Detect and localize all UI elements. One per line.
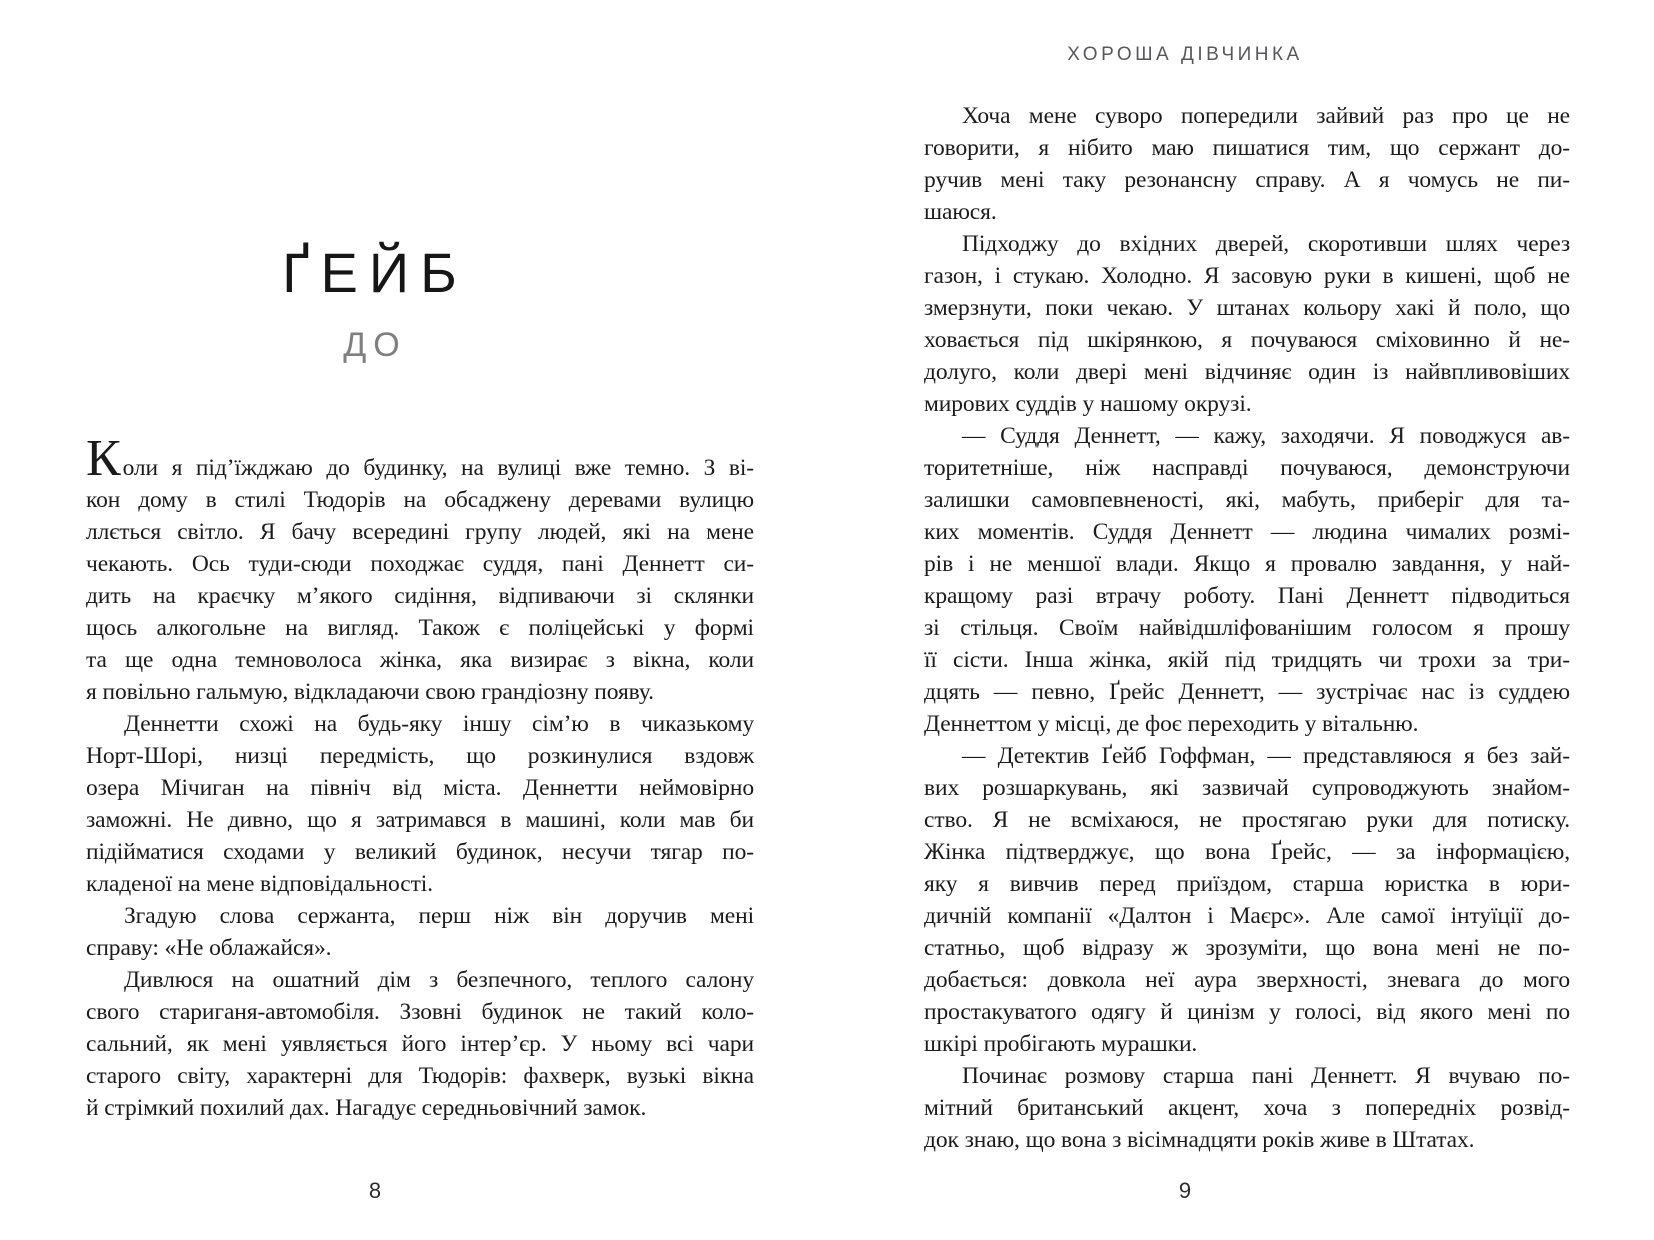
- text-line: ховається під шкірянкою, я почуваюся сміховинно й не-: [924, 327, 1570, 353]
- text-line: свого стариганя-автомобіля. Ззовні будинок не такий коло-: [86, 999, 754, 1025]
- text-line: кладеної на мене відповідальності.: [86, 871, 433, 897]
- text-line: Згадую слова сержанта, перш ніж він доручив мені: [124, 903, 754, 929]
- text-line: рів і не меншої влади. Якщо я провалю завдання, у най-: [924, 551, 1570, 577]
- left-page-body: [86, 430, 754, 1124]
- text-line: кон дому в стилі Тюдорів на обсаджену деревами вулицю: [86, 487, 754, 513]
- text-line: справу: «Не облажайся».: [86, 935, 332, 961]
- text-line: дцять — певно, Ґрейс Деннетт, — зустрічає нас із суддею: [924, 679, 1570, 705]
- page-number-right: 9: [1178, 1178, 1192, 1203]
- text-line: змерзнути, поки чекаю. У штанах кольору хакі й поло, що: [924, 295, 1570, 321]
- text-line: ких моментів. Суддя Деннетт — людина чималих розмі-: [924, 519, 1570, 545]
- chapter-subtitle: ДО: [343, 326, 407, 364]
- text-line: ручив мені таку резонансну справу. А я чомусь не пи-: [924, 167, 1570, 193]
- text-line: док знаю, що вона з вісімнадцяти років живе в Штатах.: [924, 1127, 1475, 1153]
- text-line: долуго, коли двері мені відчиняє один із найвпливовіших: [924, 359, 1570, 385]
- text-line: Коли я під’їжджаю до будинку, на вулиці вже темно. З ві-: [86, 430, 754, 487]
- left-page: [86, 0, 754, 1240]
- running-head: ХОРОША ДІВЧИНКА: [1067, 44, 1303, 65]
- text-line: щось алкогольне на вигляд. Також є поліцейські у формі: [86, 615, 754, 641]
- text-line: й стрімкий похилий дах. Нагадує середньовічний замок.: [86, 1095, 647, 1121]
- text-line: я повільно гальмую, відкладаючи свою грандіозну появу.: [86, 679, 654, 705]
- drop-cap: К: [86, 430, 121, 487]
- text-line: Починає розмову старша пані Деннетт. Я вчуваю по-: [962, 1063, 1570, 1089]
- text-line: Хоча мене суворо попередили зайвий раз про це не: [962, 103, 1570, 129]
- text-line: ство. Я не всміхаюся, не простягаю руки для потиску.: [924, 807, 1570, 833]
- text-line: сальний, як мені уявляється його інтер’єр. У ньому всі чари: [86, 1031, 754, 1057]
- page-number-left: 8: [368, 1178, 382, 1203]
- text-line: дичній компанії «Далтон і Маєрс». Але самої інтуїції до-: [924, 903, 1570, 929]
- text-line: мирових суддів у нашому окрузі.: [924, 391, 1252, 417]
- text-line: залишки самовпевненості, які, мабуть, приберіг для та-: [924, 487, 1570, 513]
- text-line: зі стільця. Своїм найвідшліфованішим голосом я прошу: [924, 615, 1570, 641]
- text-line: та ще одна темноволоса жінка, яка визирає з вікна, коли: [86, 647, 754, 673]
- text-line: Деннеттом у місці, де фоє переходить у вітальню.: [924, 711, 1419, 737]
- text-line: шкірі пробігають мурашки.: [924, 1031, 1198, 1057]
- text-line: чекають. Ось туди-сюди походжає суддя, пані Деннетт си-: [86, 551, 754, 577]
- text-line: шаюся.: [924, 199, 997, 225]
- text-line: — Детектив Ґейб Гоффман, — представляюся я без зай-: [962, 743, 1570, 769]
- text-line: вих розшаркувань, які зазвичай супроводжують знайом-: [924, 775, 1570, 801]
- text-line: Норт-Шорі, низці передмість, що розкинулися вздовж: [86, 743, 754, 769]
- text-line: говорити, я нібито маю пишатися тим, що сержант до-: [924, 135, 1570, 161]
- text-line: — Суддя Деннетт, — кажу, заходячи. Я поводжуся ав-: [962, 423, 1570, 449]
- text-line: Деннетти схожі на будь-яку іншу сім’ю в чиказькому: [124, 711, 754, 737]
- right-page-body: [924, 100, 1570, 1156]
- text-line: статньо, щоб відразу ж зрозуміти, що вона мені не по-: [924, 935, 1570, 961]
- text-line: ллється світло. Я бачу всередині групу людей, які на мене: [86, 519, 754, 545]
- text-line: Підходжу до вхідних дверей, скоротивши шлях через: [962, 231, 1570, 257]
- text-line: добається: довкола неї аура зверхності, зневага до мого: [924, 967, 1570, 993]
- text-line: яку я вивчив перед приїздом, старша юристка в юри-: [924, 871, 1570, 897]
- text-line: підійматися сходами у великий будинок, несучи тягар по-: [86, 839, 754, 865]
- text-line: простакуватого одягу й цинізм у голосі, від якого мені по: [924, 999, 1570, 1025]
- text-line: озера Мічиган на північ від міста. Деннетти неймовірно: [86, 775, 754, 801]
- right-page: [924, 0, 1570, 1240]
- text-line: її сісти. Інша жінка, якій під тридцять чи трохи за три-: [924, 647, 1570, 673]
- text-line: старого світу, характерні для Тюдорів: фахверк, вузькі вікна: [86, 1063, 754, 1089]
- text-line: газон, і стукаю. Холодно. Я засовую руки в кишені, щоб не: [924, 263, 1570, 289]
- text-line: дить на краєчку м’якого сидіння, відпиваючи зі склянки: [86, 583, 754, 609]
- text-line: заможні. Не дивно, що я затримався в машині, коли мав би: [86, 807, 754, 833]
- chapter-title: ҐЕЙБ: [282, 241, 468, 304]
- text-line: мітний британський акцент, хоча з попередніх розвід-: [924, 1095, 1570, 1121]
- text-line: торитетніше, ніж насправді почуваюся, демонструючи: [924, 455, 1570, 481]
- text-line: Жінка підтверджує, що вона Ґрейс, — за інформацією,: [924, 839, 1570, 865]
- text-line: Дивлюся на ошатний дім з безпечного, теплого салону: [124, 967, 754, 993]
- text-line: кращому разі втрачу роботу. Пані Деннетт підводиться: [924, 583, 1570, 609]
